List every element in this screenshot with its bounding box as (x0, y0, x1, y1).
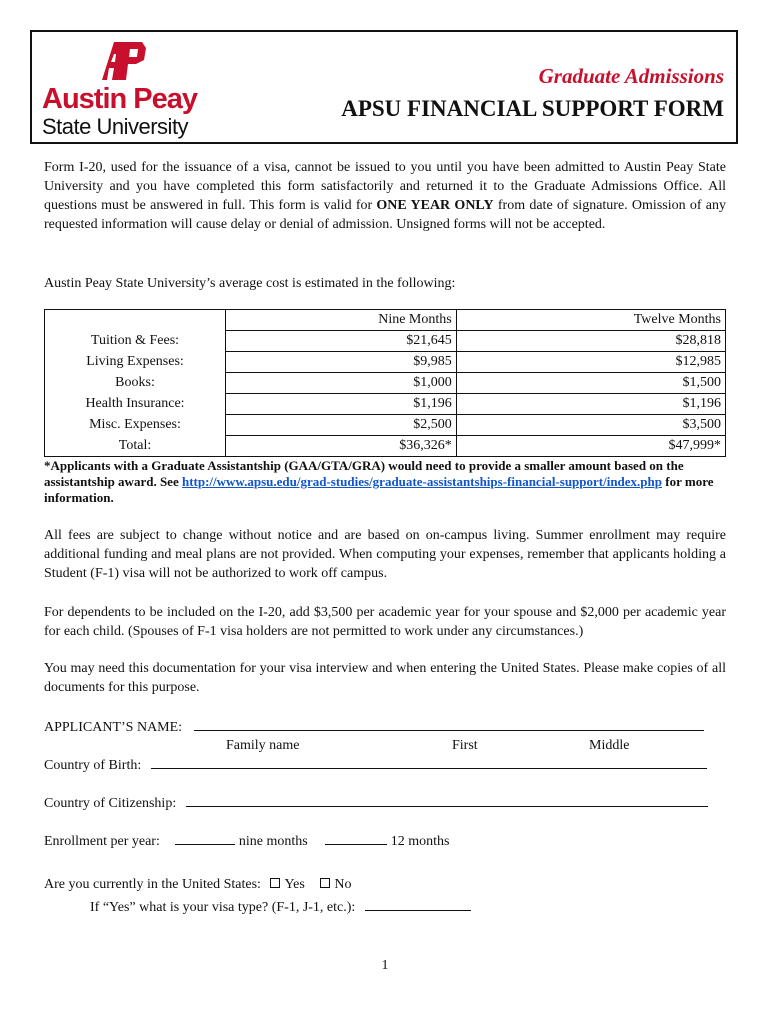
family-name-caption: Family name (226, 738, 300, 753)
twelve-months-label: 12 months (390, 834, 450, 849)
row-twelve-value: $1,196 (456, 394, 725, 415)
in-us-field (44, 877, 351, 893)
no-checkbox[interactable] (320, 878, 330, 888)
row-nine-value: $36,326* (226, 436, 457, 457)
documentation-paragraph: You may need this documentation for your visa interview and when entering the United States. Please make copies of all documents for this purpose. (44, 661, 726, 695)
in-us-label: Are you currently in the United States: (44, 877, 261, 892)
nine-months-input[interactable] (175, 843, 235, 845)
form-title: APSU FINANCIAL SUPPORT FORM (341, 96, 724, 121)
row-nine-value: $1,196 (226, 394, 457, 415)
row-nine-value: $21,645 (226, 331, 457, 352)
applicant-name-input[interactable] (194, 729, 704, 731)
twelve-months-input[interactable] (325, 843, 387, 845)
department-title: Graduate Admissions (538, 64, 724, 88)
assistantship-note (44, 458, 726, 506)
row-twelve-value: $28,818 (456, 331, 725, 352)
applicant-name-field (44, 720, 704, 736)
row-nine-value: $9,985 (226, 352, 457, 373)
row-label: Living Expenses: (45, 352, 226, 373)
enrollment-label: Enrollment per year: (44, 834, 160, 849)
country-citizenship-label: Country of Citizenship: (44, 796, 177, 811)
row-label: Health Insurance: (45, 394, 226, 415)
table-row (45, 352, 726, 373)
table-row (45, 331, 726, 352)
country-birth-field (44, 758, 707, 774)
intro-emphasis: ONE YEAR ONLY (376, 198, 494, 213)
first-name-caption: First (452, 738, 478, 753)
visa-type-label: If “Yes” what is your visa type? (F-1, J-1, etc.): (90, 900, 356, 915)
nine-months-label: nine months (238, 834, 308, 849)
row-label: Misc. Expenses: (45, 415, 226, 436)
table-row (45, 373, 726, 394)
table-header-nine: Nine Months (226, 310, 457, 331)
yes-checkbox[interactable] (270, 878, 280, 888)
visa-type-input[interactable] (365, 909, 471, 911)
row-nine-value: $1,000 (226, 373, 457, 394)
table-row (45, 415, 726, 436)
ap-monogram-icon (98, 40, 148, 80)
note-text-start: *Applicants with a Graduate Assistantship (GAA/GTA/GRA) would need to provide a smaller amount based on the assistantship award. See (44, 458, 684, 489)
country-citizenship-input[interactable] (186, 805, 708, 807)
enrollment-field (44, 834, 449, 850)
table-header-row (45, 310, 726, 331)
yes-label: Yes (284, 877, 305, 892)
cost-intro: Austin Peay State University’s average cost is estimated in the following: (44, 276, 456, 291)
logo-name: Austin Peay (42, 83, 197, 115)
row-twelve-value: $12,985 (456, 352, 725, 373)
form-header (30, 30, 738, 144)
row-twelve-value: $1,500 (456, 373, 725, 394)
row-nine-value: $2,500 (226, 415, 457, 436)
row-label: Tuition & Fees: (45, 331, 226, 352)
row-twelve-value: $3,500 (456, 415, 725, 436)
table-header-blank (45, 310, 226, 331)
intro-paragraph (44, 158, 726, 234)
country-birth-label: Country of Birth: (44, 758, 142, 773)
apsu-logo (42, 40, 212, 140)
fees-paragraph: All fees are subject to change without notice and are based on on-campus living. Summer enrollment may require additional funding and meal plans are not provided. When computing your expenses, remember that applicants holding a Student (F-1) visa will not be authorized to work off campus. (44, 528, 726, 581)
table-row (45, 436, 726, 457)
row-label: Books: (45, 373, 226, 394)
assistantship-link[interactable]: http://www.apsu.edu/grad-studies/graduate-assistantships-financial-support/index.php (181, 474, 662, 489)
applicant-name-label: APPLICANT’S NAME: (44, 720, 183, 735)
country-birth-input[interactable] (151, 767, 707, 769)
visa-type-field (90, 900, 471, 916)
logo-subtitle: State University (42, 114, 189, 139)
intro-text-end: from date of signature. Omission of any requested information will cause delay or denial of admission. Unsigned forms will not be accepted. (44, 198, 727, 232)
table-row (45, 394, 726, 415)
row-twelve-value: $47,999* (456, 436, 725, 457)
no-label: No (334, 877, 352, 892)
dependents-paragraph: For dependents to be included on the I-20, add $3,500 per academic year for your spouse and $2,000 per academic year for each child. (Spouses of F-1 visa holders are not permitted to work under any circumstances.) (44, 605, 726, 639)
table-header-twelve: Twelve Months (456, 310, 725, 331)
intro-text-start: Form I-20, used for the issuance of a visa, cannot be issued to you until you have been admitted to Austin Peay State University and you have completed this form satisfactorily and returned it to the Graduate Admissions Office. All questions must be answered in full. This form is valid for (44, 160, 726, 213)
country-citizenship-field (44, 796, 708, 812)
note-text-end: for more information. (44, 474, 714, 505)
page-number: 1 (381, 958, 389, 973)
cost-table (44, 309, 726, 457)
row-label: Total: (45, 436, 226, 457)
middle-name-caption: Middle (589, 738, 630, 753)
